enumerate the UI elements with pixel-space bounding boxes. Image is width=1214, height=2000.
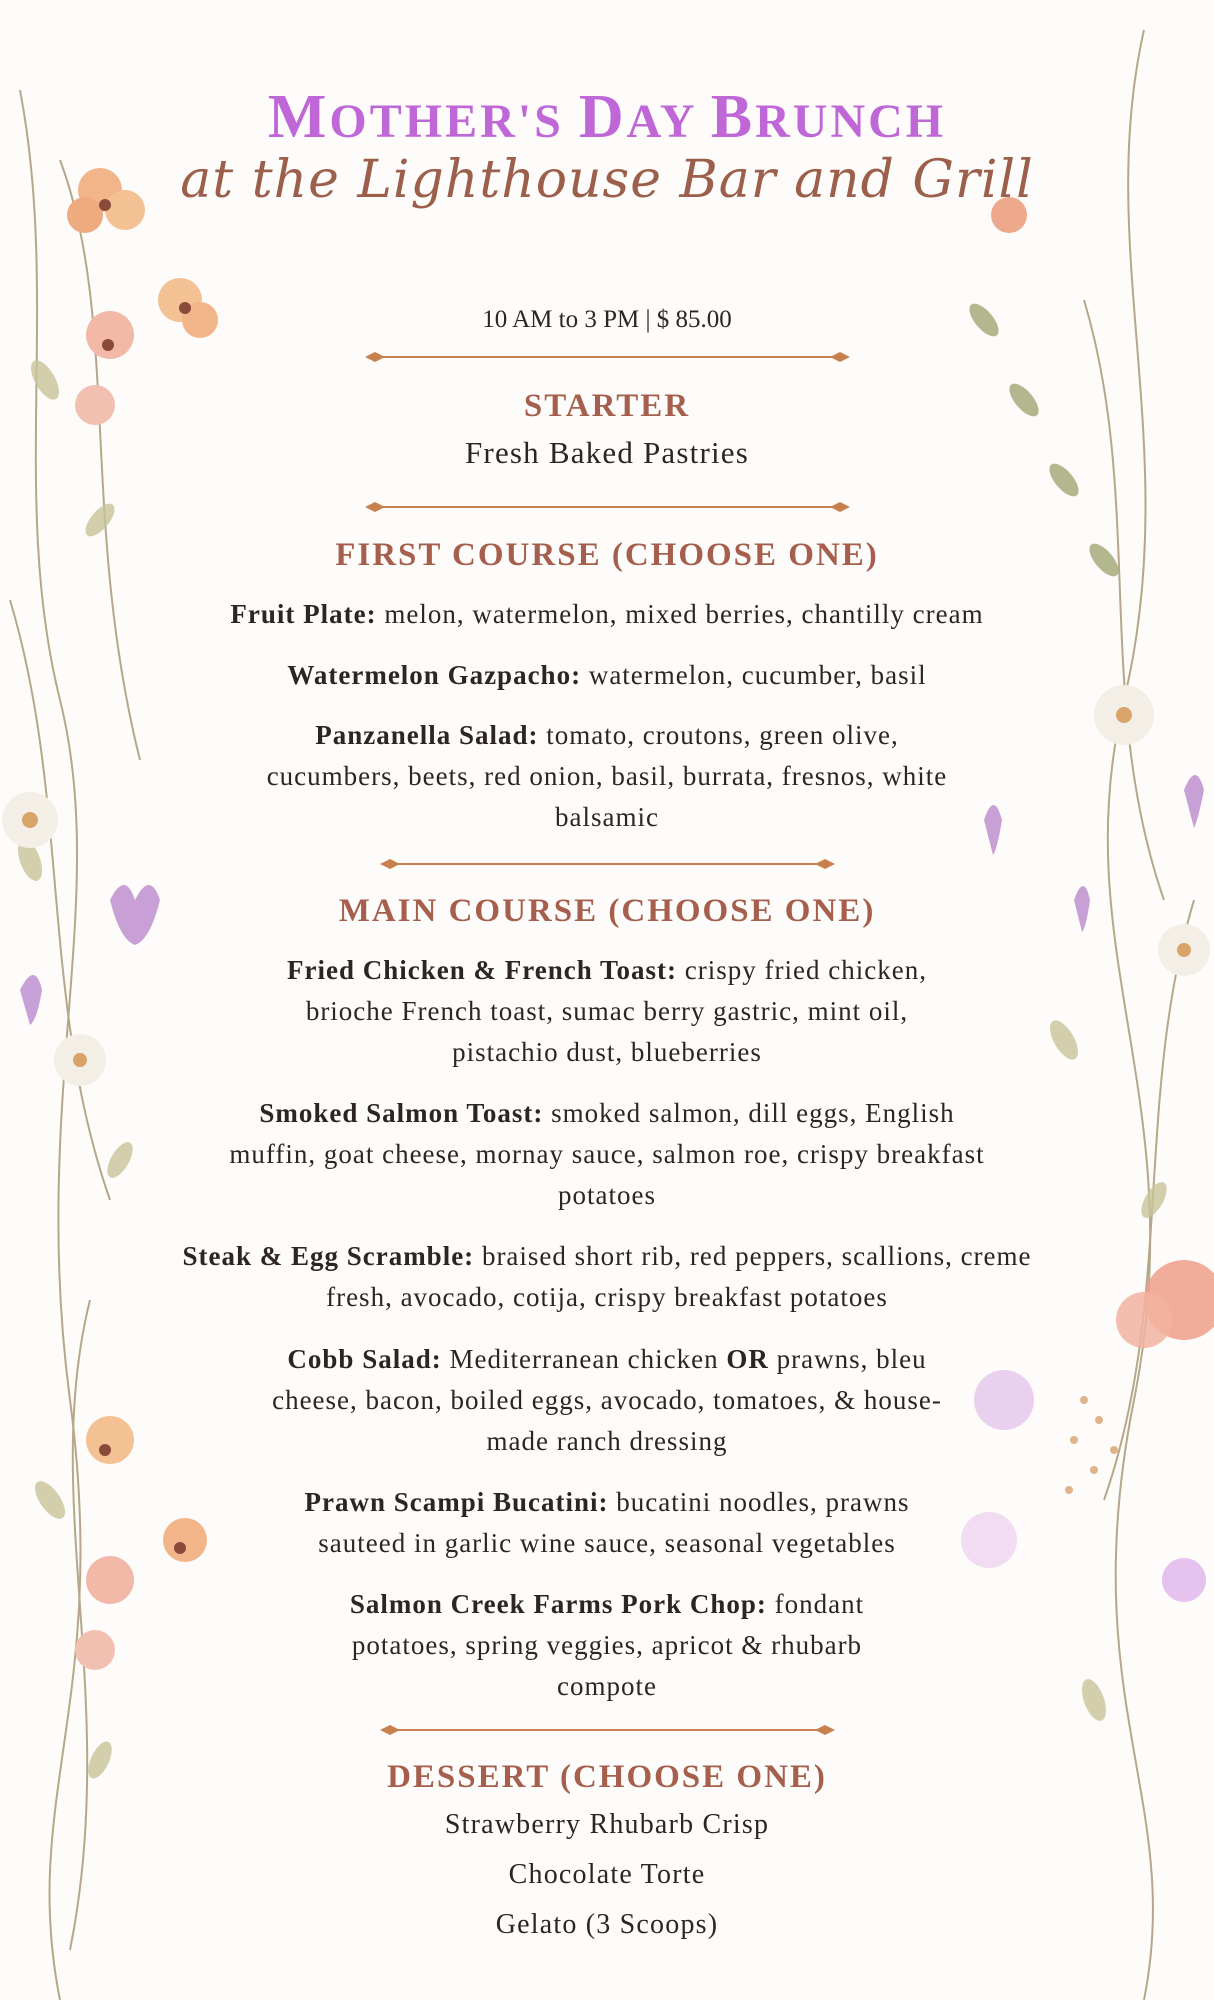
menu-content <box>180 0 1034 2000</box>
menu-item: Watermelon Gazpacho: watermelon, cucumber, basil <box>287 660 927 690</box>
daisy-flower-icon <box>1094 685 1210 976</box>
starter-heading: STARTER <box>523 388 691 424</box>
hours-price: 10 AM to 3 PM | $ 85.00 <box>482 306 732 333</box>
dessert-item: Strawberry Rhubarb Crisp <box>444 1809 770 1840</box>
menu-item: Fruit Plate: melon, watermelon, mixed berries, chantilly cream <box>230 599 984 629</box>
menu-title: MOTHER'S DAY BRUNCH <box>267 83 947 151</box>
ornament-divider <box>365 500 850 514</box>
menu-subtitle: at the Lighthouse Bar and Grill <box>180 150 1034 210</box>
dessert-item: Gelato (3 Scoops) <box>495 1909 719 1940</box>
dessert-item: Chocolate Torte <box>508 1859 706 1890</box>
ornament-divider <box>380 1723 835 1737</box>
main-course-heading: MAIN COURSE (CHOOSE ONE) <box>338 893 876 929</box>
menu-item: Smoked Salmon Toast: smoked salmon, dill eggs, English muffin, goat cheese, mornay sauce, salmon roe, crispy breakfast potatoes <box>229 1098 985 1210</box>
ornament-divider <box>365 350 850 364</box>
starter-item: Fresh Baked Pastries <box>464 435 750 470</box>
menu-item: Salmon Creek Farms Pork Chop: fondant potatoes, spring veggies, apricot & rhubarb compote <box>349 1589 865 1701</box>
dessert-heading: DESSERT (CHOOSE ONE) <box>387 1759 827 1795</box>
ornament-divider <box>380 857 835 871</box>
purple-flower-icon <box>20 885 160 1025</box>
daisy-flower-icon <box>2 792 106 1086</box>
menu-item: Steak & Egg Scramble: braised short rib, red peppers, scallions, creme fresh, avocado, cotija, crispy breakfast potatoes <box>182 1241 1032 1312</box>
menu-item: Cobb Salad: Mediterranean chicken OR prawns, bleu cheese, bacon, boiled eggs, avocado, tomatoes, & house-made ranch dressing <box>272 1344 942 1456</box>
first-course-heading: FIRST COURSE (CHOOSE ONE) <box>335 537 879 573</box>
menu-item: Prawn Scampi Bucatini: bucatini noodles, prawns sauteed in garlic wine sauce, seasonal vegetables <box>304 1487 910 1558</box>
menu-item: Fried Chicken & French Toast: crispy fried chicken, brioche French toast, sumac berry gastric, mint oil, pistachio dust, blueberries <box>287 955 927 1067</box>
menu-item: Panzanella Salad: tomato, croutons, green olive, cucumbers, beets, red onion, basil, burrata, fresnos, white balsamic <box>266 720 948 832</box>
